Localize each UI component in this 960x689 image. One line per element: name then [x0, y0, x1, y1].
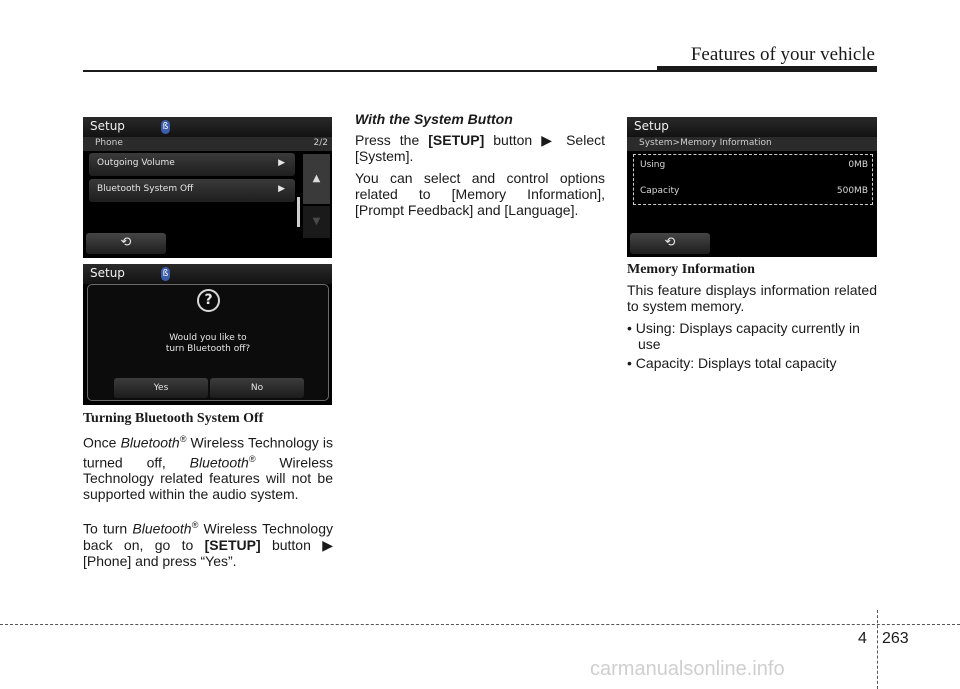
memory-label: Using [640, 160, 666, 170]
header-rule-accent [657, 66, 877, 72]
sub-bar [627, 137, 877, 151]
page-indicator: 2/2 [313, 138, 328, 148]
dialog-message-line1: Would you like to [169, 333, 247, 343]
chevron-right-icon: ▶ [278, 158, 285, 168]
bluetooth-off-dialog-screenshot [83, 264, 332, 405]
paragraph-system-options: You can select and control options related to [Memory Information], [Prompt Feedback] and [Language]. [355, 170, 605, 218]
memory-label: Capacity [640, 186, 680, 196]
running-header: Features of your vehicle [690, 44, 875, 65]
menu-item-label: Outgoing Volume [97, 158, 175, 168]
paragraph-bluetooth-off: Once Bluetooth® Wireless Technology is turned off, Bluetooth® Wireless Technology related features will not be supported within the audio system. [83, 434, 333, 503]
memory-value: 0MB [848, 160, 868, 170]
confirm-dialog [87, 284, 329, 401]
title-bar [627, 117, 877, 137]
footer-divider [877, 610, 878, 689]
caption-memory-information: Memory Information [627, 262, 755, 277]
scroll-down-button[interactable]: ▼ [303, 206, 330, 238]
bullet-using: • Using: Displays capacity currently in use [627, 320, 860, 352]
title-bar [83, 117, 332, 137]
paragraph-bluetooth-on: To turn Bluetooth® Wireless Technology back on, go to [SETUP] button ▶ [Phone] and press “Yes”. [83, 520, 333, 569]
memory-row-capacity [640, 186, 868, 196]
no-button[interactable]: No [210, 378, 304, 398]
question-icon: ? [197, 289, 220, 312]
menu-item-outgoing-volume[interactable] [89, 153, 295, 176]
phone-setup-screenshot [83, 117, 332, 258]
dialog-message-line2: turn Bluetooth off? [165, 344, 251, 354]
bluetooth-icon: ß [162, 269, 169, 279]
paragraph-press-setup: Press the [SETUP] button ▶ Select [System]. [355, 132, 606, 164]
yes-button[interactable]: Yes [114, 378, 208, 398]
memory-info-panel [633, 154, 873, 205]
arrow-right-icon: ▶ [322, 536, 333, 553]
menu-item-bluetooth-system-off[interactable] [89, 179, 295, 202]
screen-title: Setup [90, 266, 125, 280]
menu-item-label: Bluetooth System Off [97, 184, 194, 194]
chevron-right-icon: ▶ [278, 184, 285, 194]
scrollbar[interactable] [297, 197, 300, 227]
arrow-right-icon: ▶ [541, 132, 558, 148]
menu-path: Phone [95, 138, 123, 148]
screen-title: Setup [90, 119, 125, 133]
title-bar [83, 264, 332, 284]
chapter-number: 4 [858, 630, 867, 647]
scroll-up-button[interactable]: ▲ [303, 154, 330, 204]
memory-value: 500MB [836, 186, 868, 196]
memory-info-screenshot [627, 117, 877, 257]
paragraph-memory-information: This feature displays information related to system memory. [627, 282, 877, 314]
screen-title: Setup [634, 119, 669, 133]
menu-path: System>Memory Information [639, 138, 772, 148]
bluetooth-icon: ß [162, 122, 169, 132]
memory-row-using [640, 160, 868, 170]
section-heading-system-button: With the System Button [355, 111, 513, 127]
back-button[interactable]: ⟲ [86, 233, 166, 254]
page-number: 263 [882, 630, 909, 647]
bullet-capacity: • Capacity: Displays total capacity [627, 355, 837, 371]
sub-bar [83, 137, 332, 151]
caption-bluetooth-off: Turning Bluetooth System Off [83, 411, 264, 426]
footer-rule [0, 624, 960, 625]
back-button[interactable]: ⟲ [630, 233, 710, 254]
watermark: carmanualsonline.info [590, 658, 785, 680]
